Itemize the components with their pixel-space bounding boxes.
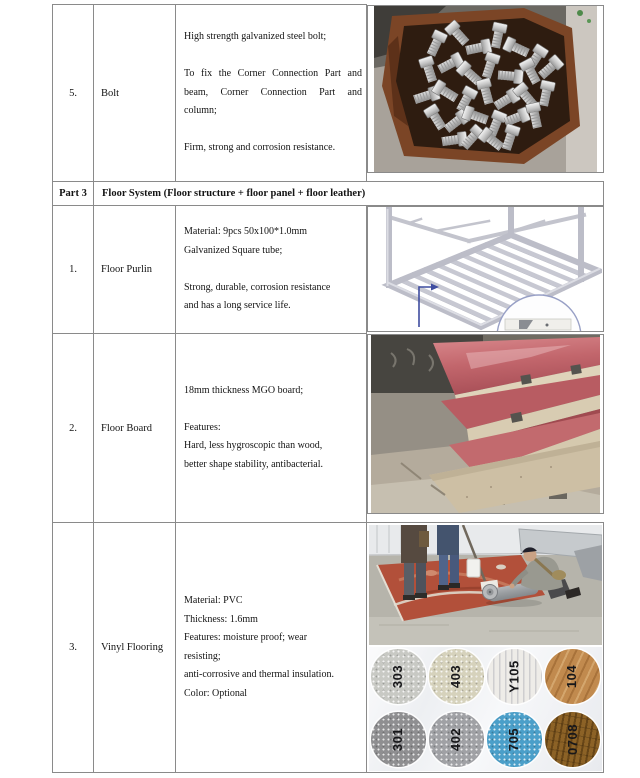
swatch-label: Y105 bbox=[506, 659, 522, 693]
description-line: High strength galvanized steel bolt; bbox=[184, 31, 327, 43]
item-image-cell bbox=[367, 334, 604, 514]
item-name: Floor Purlin bbox=[101, 264, 153, 275]
description-line: Strong, durable, corrosion resistance bbox=[184, 281, 331, 293]
row-number: 2. bbox=[69, 422, 77, 434]
section-number: Part 3 bbox=[59, 188, 87, 199]
item-name: Bolt bbox=[101, 87, 120, 99]
color-swatch bbox=[429, 712, 484, 767]
color-swatch bbox=[487, 649, 542, 704]
description-line: Galvanized Square tube; bbox=[184, 244, 283, 256]
swatch-row bbox=[369, 649, 602, 704]
color-swatch bbox=[429, 649, 484, 704]
description-line: column; bbox=[184, 105, 217, 117]
row-number-cell bbox=[53, 523, 94, 773]
item-image-cell bbox=[367, 5, 604, 173]
swatch-label: 402 bbox=[448, 727, 464, 751]
item-description-cell bbox=[176, 206, 367, 334]
glue-bucket bbox=[467, 559, 480, 577]
row-number: 5. bbox=[69, 87, 77, 99]
description-line bbox=[184, 400, 362, 419]
swatch-label: 705 bbox=[506, 727, 522, 751]
color-swatch bbox=[371, 649, 426, 704]
item-image-cell bbox=[367, 206, 604, 332]
vinyl-installation-photo bbox=[369, 525, 602, 645]
row-number: 1. bbox=[69, 264, 77, 275]
item-name: Floor Board bbox=[101, 422, 153, 434]
description-line: anti-corrosive and thermal insulation. bbox=[184, 669, 334, 680]
description-line: better shape stability, antibacterial. bbox=[184, 458, 324, 470]
bolt-photo bbox=[374, 6, 597, 172]
table-row-bolt bbox=[53, 5, 604, 182]
description-line: and has a long service life. bbox=[184, 300, 291, 312]
color-swatch bbox=[545, 712, 600, 767]
description-line: Firm, strong and corrosion resistance. bbox=[184, 142, 336, 154]
swatch-label: 0708 bbox=[564, 723, 580, 755]
row-number-cell bbox=[53, 206, 94, 334]
description-line: Features: moisture proof; wear bbox=[184, 632, 308, 643]
item-name-cell bbox=[94, 523, 176, 773]
color-swatch bbox=[545, 649, 600, 704]
floor-purlin-drawing bbox=[369, 207, 602, 331]
table-row-section-header bbox=[53, 182, 604, 206]
description-line: Features: bbox=[184, 421, 221, 433]
description-line: Material: 9pcs 50x100*1.0mm bbox=[184, 226, 308, 238]
description-line: To fix the Corner Connection Part and bbox=[184, 68, 362, 80]
item-description-cell bbox=[176, 5, 367, 182]
color-swatch bbox=[487, 712, 542, 767]
swatch-label: 403 bbox=[448, 664, 464, 688]
color-swatch-panel bbox=[369, 647, 602, 771]
description-line: beam, Corner Connection Part and bbox=[184, 86, 362, 98]
description-line bbox=[184, 260, 362, 279]
swatch-label: 104 bbox=[564, 664, 580, 688]
description-line: Color: Optional bbox=[184, 687, 248, 699]
item-name: Vinyl Flooring bbox=[101, 642, 164, 653]
section-number-cell bbox=[53, 182, 94, 206]
section-title-cell bbox=[94, 182, 604, 206]
table-row-floor-board bbox=[53, 334, 604, 523]
swatch-label: 301 bbox=[390, 727, 406, 751]
table-row-vinyl-flooring bbox=[53, 523, 604, 773]
swatch-label: 303 bbox=[390, 664, 406, 688]
description-line: Thickness: 1.6mm bbox=[184, 613, 258, 625]
table-row-floor-purlin bbox=[53, 206, 604, 334]
floor-board-photo bbox=[371, 335, 600, 513]
row-number-cell bbox=[53, 5, 94, 182]
description-line: resisting; bbox=[184, 650, 221, 662]
row-number-cell bbox=[53, 334, 94, 523]
item-name-cell bbox=[94, 206, 176, 334]
description-line: Hard, less hygroscopic than wood, bbox=[184, 440, 323, 452]
item-description-cell bbox=[176, 334, 367, 523]
description-line: 18mm thickness MGO board; bbox=[184, 384, 304, 396]
item-description-cell bbox=[176, 523, 367, 773]
swatch-row bbox=[369, 712, 602, 767]
description-line bbox=[184, 47, 362, 66]
item-image-cell bbox=[367, 523, 604, 773]
item-name-cell bbox=[94, 5, 176, 182]
description-line: Material: PVC bbox=[184, 595, 243, 606]
item-name-cell bbox=[94, 334, 176, 523]
section-title: Floor System (Floor structure + floor panel + floor leather) bbox=[102, 188, 366, 199]
color-swatch bbox=[371, 712, 426, 767]
product-spec-table bbox=[52, 4, 604, 773]
row-number: 3. bbox=[69, 642, 77, 653]
description-line bbox=[184, 121, 362, 140]
